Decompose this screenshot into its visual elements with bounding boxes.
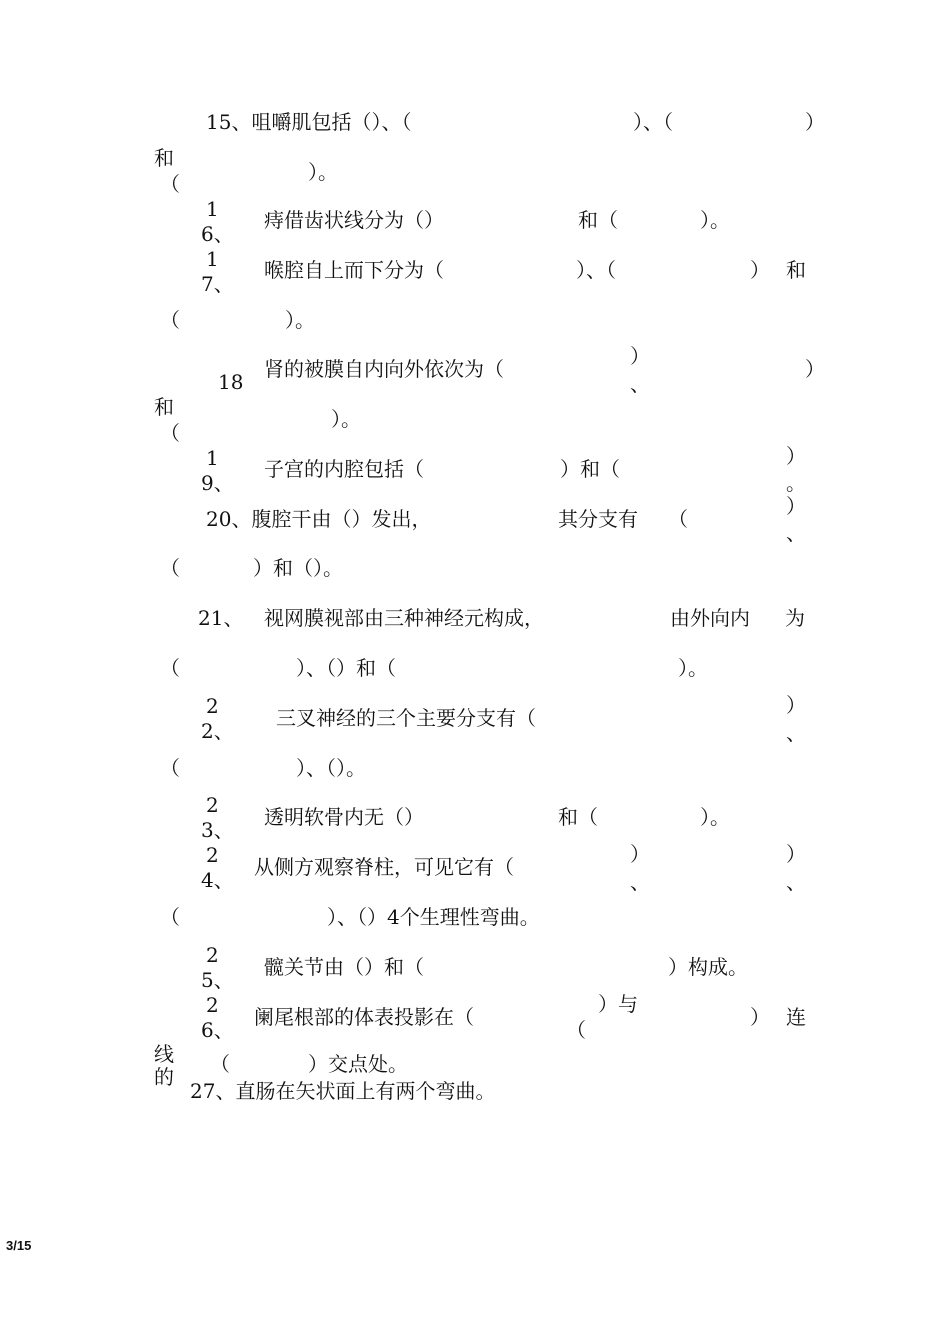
- q26-close: ）: [750, 1005, 770, 1029]
- q21-number: 21、: [198, 606, 244, 630]
- q22-close: ）: [786, 693, 806, 717]
- q17-and: 和: [786, 258, 806, 282]
- q17-text: 喉腔自上而下分为（: [264, 258, 444, 282]
- q21-mid: 由外向内: [670, 606, 750, 630]
- q27-text: 27、直肠在矢状面上有两个弯曲。: [190, 1079, 496, 1103]
- q26-number-bottom: 6、: [201, 1018, 234, 1042]
- q24-close-1: ）: [630, 842, 650, 866]
- q16-number-top: 1: [206, 197, 219, 221]
- q18-text: 肾的被膜自内向外依次为（: [264, 357, 504, 381]
- q22-number-top: 2: [206, 694, 219, 718]
- q22-tail: ）、（）。: [296, 756, 366, 780]
- q15-sep-2: ）、（: [633, 110, 673, 134]
- q24-number-bottom: 4、: [201, 868, 234, 892]
- q16-mid: 和（: [578, 208, 618, 232]
- q22-number-bottom: 2、: [201, 719, 234, 743]
- q19-number-bottom: 9、: [201, 471, 234, 495]
- q18-comma-1: 、: [630, 372, 650, 396]
- q23-text: 透明软骨内无（）: [264, 805, 424, 829]
- q22-open: （: [160, 756, 180, 780]
- q17-close-3: ）: [750, 258, 770, 282]
- q16-number-bottom: 6、: [201, 222, 234, 246]
- q16-text: 痔借齿状线分为（）: [264, 208, 444, 232]
- q26-xian: 线: [154, 1042, 174, 1066]
- q25-text: 髋关节由（）和（: [264, 955, 424, 979]
- q24-number-top: 2: [206, 843, 219, 867]
- q17-open: （: [160, 308, 180, 332]
- q24-open: （: [160, 905, 180, 929]
- q17-sep-2: ）、（: [576, 258, 616, 282]
- q15-close-3: ）: [805, 110, 825, 134]
- q20-open: （: [668, 507, 688, 531]
- q19-close: ）: [786, 444, 806, 468]
- q19-number-top: 1: [206, 446, 219, 470]
- q19-text: 子宫的内腔包括（: [264, 457, 424, 481]
- q19-mid: ）和（: [560, 457, 620, 481]
- q23-number-top: 2: [206, 793, 219, 817]
- q26-yu: ）与: [598, 992, 638, 1016]
- q20-close: ）: [786, 494, 806, 518]
- page-number: 3/15: [6, 1238, 32, 1253]
- q21-rest: ）、（）和（: [296, 656, 396, 680]
- q17-number-bottom: 7、: [201, 272, 234, 296]
- q18-close-2: ）: [805, 357, 825, 381]
- q20-line2-tail: ）和（）。: [253, 556, 343, 580]
- q24-tail: ）、（）4个生理性弯曲。: [327, 905, 540, 929]
- q21-tail: ）。: [678, 656, 708, 680]
- q25-number-bottom: 5、: [201, 968, 234, 992]
- q23-mid: 和（: [558, 805, 598, 829]
- q18-close-1: ）: [630, 344, 650, 368]
- q24-text: 从侧方观察脊柱，可见它有（: [254, 855, 514, 879]
- q25-number-top: 2: [206, 943, 219, 967]
- q16-tail: ）。: [700, 208, 730, 232]
- q26-number-top: 2: [206, 993, 219, 1017]
- q17-tail: ）。: [285, 308, 315, 332]
- q26-tail: ）交点处。: [308, 1052, 408, 1076]
- q17-number-top: 1: [206, 247, 219, 271]
- q24-close-2: ）: [786, 842, 806, 866]
- q26-de-clip: [154, 1065, 178, 1089]
- q15-tail: ）。: [308, 160, 338, 184]
- q24-comma-2: 、: [786, 870, 806, 894]
- q22-text: 三叉神经的三个主要分支有（: [276, 706, 536, 730]
- q18-open: （: [160, 421, 180, 445]
- q22-comma: 、: [786, 721, 806, 745]
- q18-and: 和: [154, 395, 174, 419]
- q24-comma-1: 、: [630, 870, 650, 894]
- q19-end: 。: [786, 471, 806, 495]
- q15-and: 和: [154, 146, 174, 170]
- q20-text: 20、腹腔干由（）发出，: [206, 507, 432, 531]
- q18-number: 18: [218, 370, 244, 394]
- q26-de: 的: [154, 1065, 174, 1089]
- q18-tail: ）。: [331, 407, 361, 431]
- q26-text: 阑尾根部的体表投影在（: [254, 1005, 474, 1029]
- q15-text: 15、咀嚼肌包括（）、（: [206, 110, 412, 134]
- q21-text: 视网膜视部由三种神经元构成，: [264, 606, 544, 630]
- q20-comma: 、: [786, 521, 806, 545]
- q26-open: （: [210, 1052, 230, 1076]
- q25-tail: ）构成。: [668, 955, 748, 979]
- q23-number-bottom: 3、: [201, 818, 234, 842]
- q26-lian: 连: [786, 1005, 806, 1029]
- q21-open: （: [160, 656, 180, 680]
- q21-wei: 为: [785, 606, 805, 630]
- q20-mid: 其分支有: [558, 507, 638, 531]
- q15-open: （: [160, 172, 180, 196]
- q20-line2-open: （: [160, 556, 180, 580]
- q23-tail: ）。: [700, 805, 730, 829]
- q26-open-2: （: [566, 1018, 586, 1042]
